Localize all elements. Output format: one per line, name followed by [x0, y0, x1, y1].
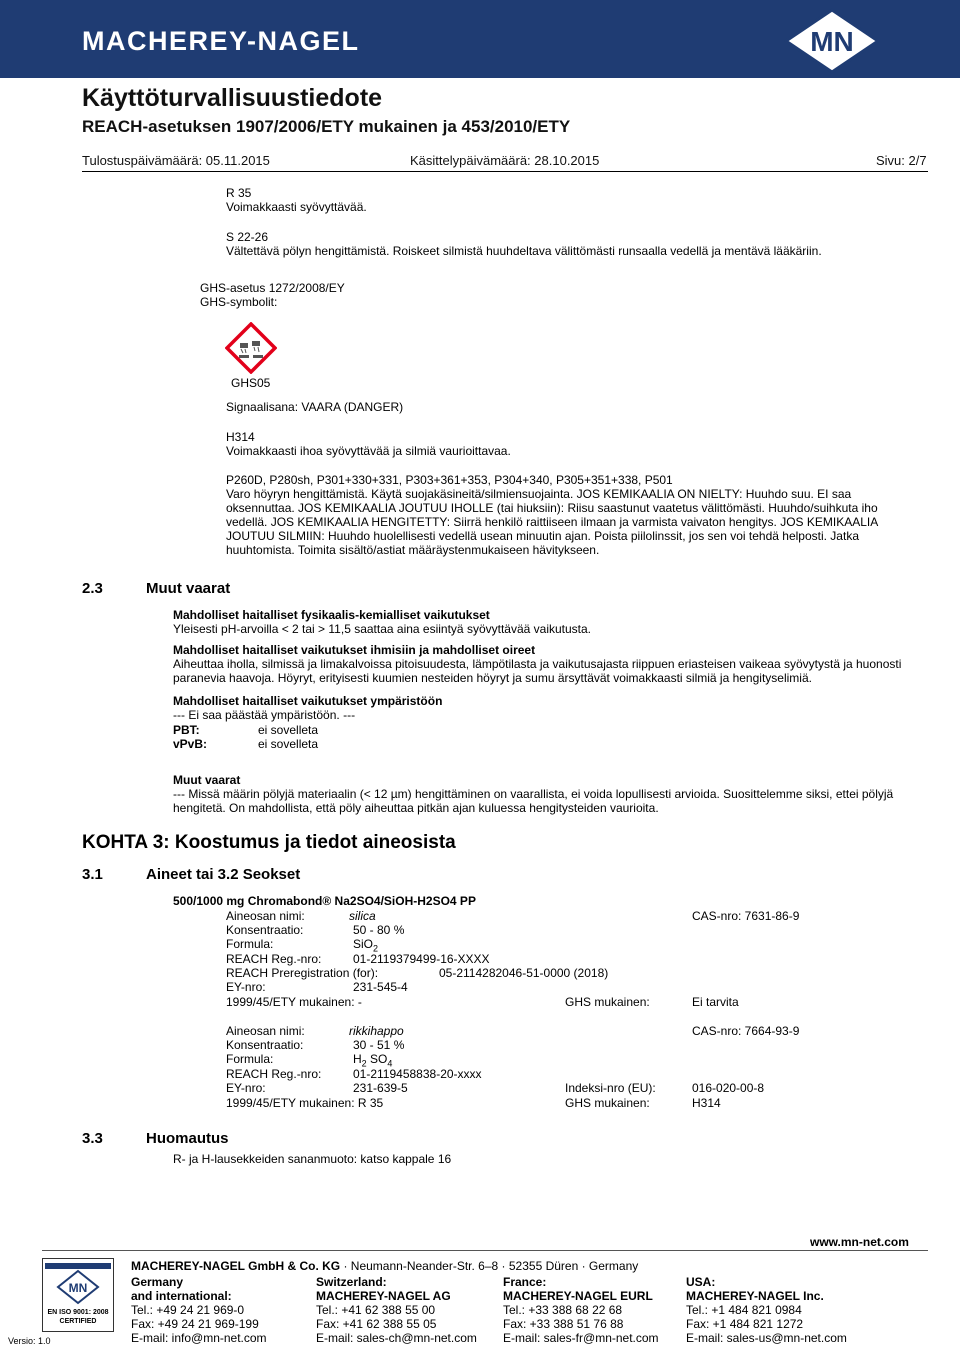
c1-ghs: Ei tarvita [692, 995, 739, 1009]
footer-col2-fax: Fax: +41 62 388 55 05 [316, 1317, 437, 1331]
version: Versio: 1.0 [8, 1336, 51, 1346]
footer-company-line: MACHEREY-NAGEL GmbH & Co. KG · Neumann-Neander-Str. 6–8 · 52355 Düren · Germany [131, 1259, 639, 1273]
h-text: Voimakkaasti ihoa syövyttävää ja silmiä vaurioittavaa. [226, 444, 511, 458]
footer-col4-fax: Fax: +1 484 821 1272 [686, 1317, 804, 1331]
section-3-3-number: 3.3 [82, 1130, 103, 1147]
footer-divider [42, 1250, 928, 1251]
document-subtitle: REACH-asetuksen 1907/2006/ETY mukainen ja 453/2010/ETY [82, 117, 571, 136]
c2-cas: CAS-nro: 7664-93-9 [692, 1024, 800, 1038]
phys-text: Yleisesti pH-arvoilla < 2 tai > 11,5 saattaa aina esiintyä syövyttävää vaikutusta. [173, 622, 592, 636]
c1-reach-label: REACH Reg.-nro: [226, 952, 322, 966]
svg-text:MN: MN [68, 1281, 88, 1295]
c1-formula-label: Formula: [226, 937, 274, 951]
c2-reach-label: REACH Reg.-nro: [226, 1067, 322, 1081]
page-number: Sivu: 2/7 [876, 153, 927, 168]
c2-conc: 30 - 51 % [353, 1038, 405, 1052]
print-date: Tulostuspäivämäärä: 05.11.2015 [82, 153, 270, 168]
c2-index: 016-020-00-8 [692, 1081, 765, 1095]
vpvb-value: ei sovelleta [258, 737, 319, 751]
pbt-label: PBT: [173, 723, 200, 737]
c1-conc: 50 - 80 % [353, 923, 405, 937]
footer-col1-heading: Germany [131, 1275, 184, 1289]
footer-col4-email[interactable]: E-mail: sales-us@mn-net.com [686, 1331, 847, 1345]
footer-website[interactable]: www.mn-net.com [810, 1235, 909, 1249]
c2-ey-label: EY-nro: [226, 1081, 266, 1095]
c2-index-label: Indeksi-nro (EU): [565, 1081, 656, 1095]
s-code: S 22-26 [226, 230, 269, 244]
note-text: R- ja H-lausekkeiden sananmuoto: katso kappale 16 [173, 1152, 452, 1166]
cert-line-1: EN ISO 9001: 2008 [47, 1309, 109, 1316]
iso-cert-badge [42, 1258, 114, 1332]
p-text: Varo höyryn hengittämistä. Käytä suojakäsineitä/silmiensuojainta. JOS KEMIKAALIA ON NIELTY: Huuhdo suu. EI saa oksennuttaa. JOS KEMIKAALIA JOUTUU IHOLLE (tai hiuksiin): Riisu saastunut vaatetus välittömästi. Huuhdo/suihkuta iho vedellä. JOS KEMIKAALIA HENGITETTY: Siirrä henkilö raittiiseen ilmaan ja varmista vaivaton hengitys. JOS KEMIKAALIA JOUTUU SILMIIN: Huuhdo huolellisesti vedellä usean minuutin ajan. Poista piilolinssit, jos sen voi tehdä helposti. Jatka huuhtomista. Toimita sisältö/astiat määräystenmukaiseen hävitykseen. [226, 487, 878, 557]
r-text: Voimakkaasti syövyttävää. [226, 200, 367, 214]
ghs-symbols-label: GHS-symbolit: [200, 295, 278, 309]
footer-col2-subheading: MACHEREY-NAGEL AG [316, 1289, 451, 1303]
corrosion-icon [225, 322, 277, 379]
footer-col3-heading: France: [503, 1275, 547, 1289]
h-code: H314 [226, 430, 255, 444]
header-divider [82, 171, 928, 172]
footer-col3-tel: Tel.: +33 388 68 22 68 [503, 1303, 623, 1317]
signal-word: Signaalisana: VAARA (DANGER) [226, 400, 404, 414]
footer-col1-fax: Fax: +49 24 21 969-199 [131, 1317, 259, 1331]
c2-ghs: H314 [692, 1096, 721, 1110]
c2-formula: $H_2$ $SO_4$ [353, 1052, 393, 1069]
c1-directive: 1999/45/ETY mukainen: - [226, 995, 362, 1009]
c1-name-label: Aineosan nimi: [226, 909, 305, 923]
vpvb-label: vPvB: [173, 737, 208, 751]
cert-line-2: CERTIFIED [59, 1318, 97, 1325]
c1-formula: SiO$_2$ [353, 937, 379, 954]
c2-formula-label: Formula: [226, 1052, 274, 1066]
footer-col1-email[interactable]: E-mail: info@mn-net.com [131, 1331, 267, 1345]
footer-col1-tel: Tel.: +49 24 21 969-0 [131, 1303, 245, 1317]
c1-cas: CAS-nro: 7631-86-9 [692, 909, 800, 923]
brand-name: MACHEREY-NAGEL [82, 26, 360, 56]
c1-ey-label: EY-nro: [226, 980, 266, 994]
c2-name: rikkihappo [349, 1024, 404, 1038]
c2-ey: 231-639-5 [353, 1081, 408, 1095]
c2-directive: 1999/45/ETY mukainen: R 35 [226, 1096, 384, 1110]
section-2-3-heading: Muut vaarat [146, 580, 231, 597]
footer-col4-subheading: MACHEREY-NAGEL Inc. [686, 1289, 824, 1303]
footer-col2-heading: Switzerland: [316, 1275, 387, 1289]
c1-ey: 231-545-4 [353, 980, 408, 994]
s-text: Vältettävä pölyn hengittämistä. Roiskeet silmistä huuhdeltava välittömästi runsaalla vedellä ja mentävä lääkäriin. [226, 244, 822, 258]
section-3-heading: KOHTA 3: Koostumus ja tiedot aineosista [82, 832, 456, 853]
product-name: 500/1000 mg Chromabond® Na2SO4/SiOH-H2SO4 PP [173, 894, 476, 908]
c1-reach: 01-2119379499-16-XXXX [353, 952, 490, 966]
c1-name: silica [349, 909, 376, 923]
c2-name-label: Aineosan nimi: [226, 1024, 305, 1038]
processing-date: Käsittelypäivämäärä: 28.10.2015 [410, 153, 600, 168]
mn-logo [784, 8, 880, 79]
ghs-regulation: GHS-asetus 1272/2008/EY [200, 281, 345, 295]
pbt-value: ei sovelleta [258, 723, 319, 737]
footer-col3-email[interactable]: E-mail: sales-fr@mn-net.com [503, 1331, 659, 1345]
footer-col3-fax: Fax: +33 388 51 76 88 [503, 1317, 624, 1331]
c2-ghs-label: GHS mukainen: [565, 1096, 650, 1110]
footer-col2-tel: Tel.: +41 62 388 55 00 [316, 1303, 436, 1317]
c1-conc-label: Konsentraatio: [226, 923, 304, 937]
footer-col1-subheading: and international: [131, 1289, 232, 1303]
footer-col4-heading: USA: [686, 1275, 716, 1289]
p-codes: P260D, P280sh, P301+330+331, P303+361+353, P304+340, P305+351+338, P501 [226, 473, 673, 487]
c1-ghs-label: GHS mukainen: [565, 995, 650, 1009]
env-text: --- Ei saa päästää ympäristöön. --- [173, 708, 356, 722]
section-3-3-heading: Huomautus [146, 1130, 229, 1147]
footer-col3-subheading: MACHEREY-NAGEL EURL [503, 1289, 653, 1303]
c1-prereg: 05-2114282046-51-0000 (2018) [439, 966, 609, 980]
c2-reach: 01-2119458838-20-xxxx [353, 1067, 482, 1081]
human-heading: Mahdolliset haitalliset vaikutukset ihmisiin ja mahdolliset oireet [173, 643, 536, 657]
r-code: R 35 [226, 186, 252, 200]
phys-heading: Mahdolliset haitalliset fysikaalis-kemialliset vaikutukset [173, 608, 490, 622]
footer-col2-email[interactable]: E-mail: sales-ch@mn-net.com [316, 1331, 477, 1345]
section-3-1-heading: Aineet tai 3.2 Seokset [146, 866, 301, 883]
ghs-code: GHS05 [231, 376, 271, 390]
footer-col4-tel: Tel.: +1 484 821 0984 [686, 1303, 802, 1317]
env-heading: Mahdolliset haitalliset vaikutukset ympäristöön [173, 694, 443, 708]
other-heading: Muut vaarat [173, 773, 241, 787]
section-3-1-number: 3.1 [82, 866, 103, 883]
section-2-3-number: 2.3 [82, 580, 103, 597]
document-title: Käyttöturvallisuustiedote [82, 84, 383, 112]
c2-conc-label: Konsentraatio: [226, 1038, 304, 1052]
human-text: Aiheuttaa iholla, silmissä ja limakalvoissa pitoisuudesta, lämpötilasta ja vaikutusajasta riippuen eriasteisen vaikeaa syövytystä ja huonosti paranevia haavoja. Höyryt, erityisesti kuumien nesteiden höyryt ja sumu ärsyttävät voimakkaasti silmiä ja hengityselimiä. [173, 657, 902, 685]
mn-logo-text: MN [810, 26, 854, 57]
c1-prereg-label: REACH Preregistration (for): [226, 966, 379, 980]
other-text: --- Missä määrin pölyjä materiaalin (< 12 µm) hengittäminen on vaarallista, ei voida lopullisesti arvioida. Suosittelemme siksi, ettei pölyjä hengitetä. On mahdollista, että pöly aiheuttaa pitkän ajan kuluessa hengitysteiden vaurioita. [173, 787, 894, 815]
